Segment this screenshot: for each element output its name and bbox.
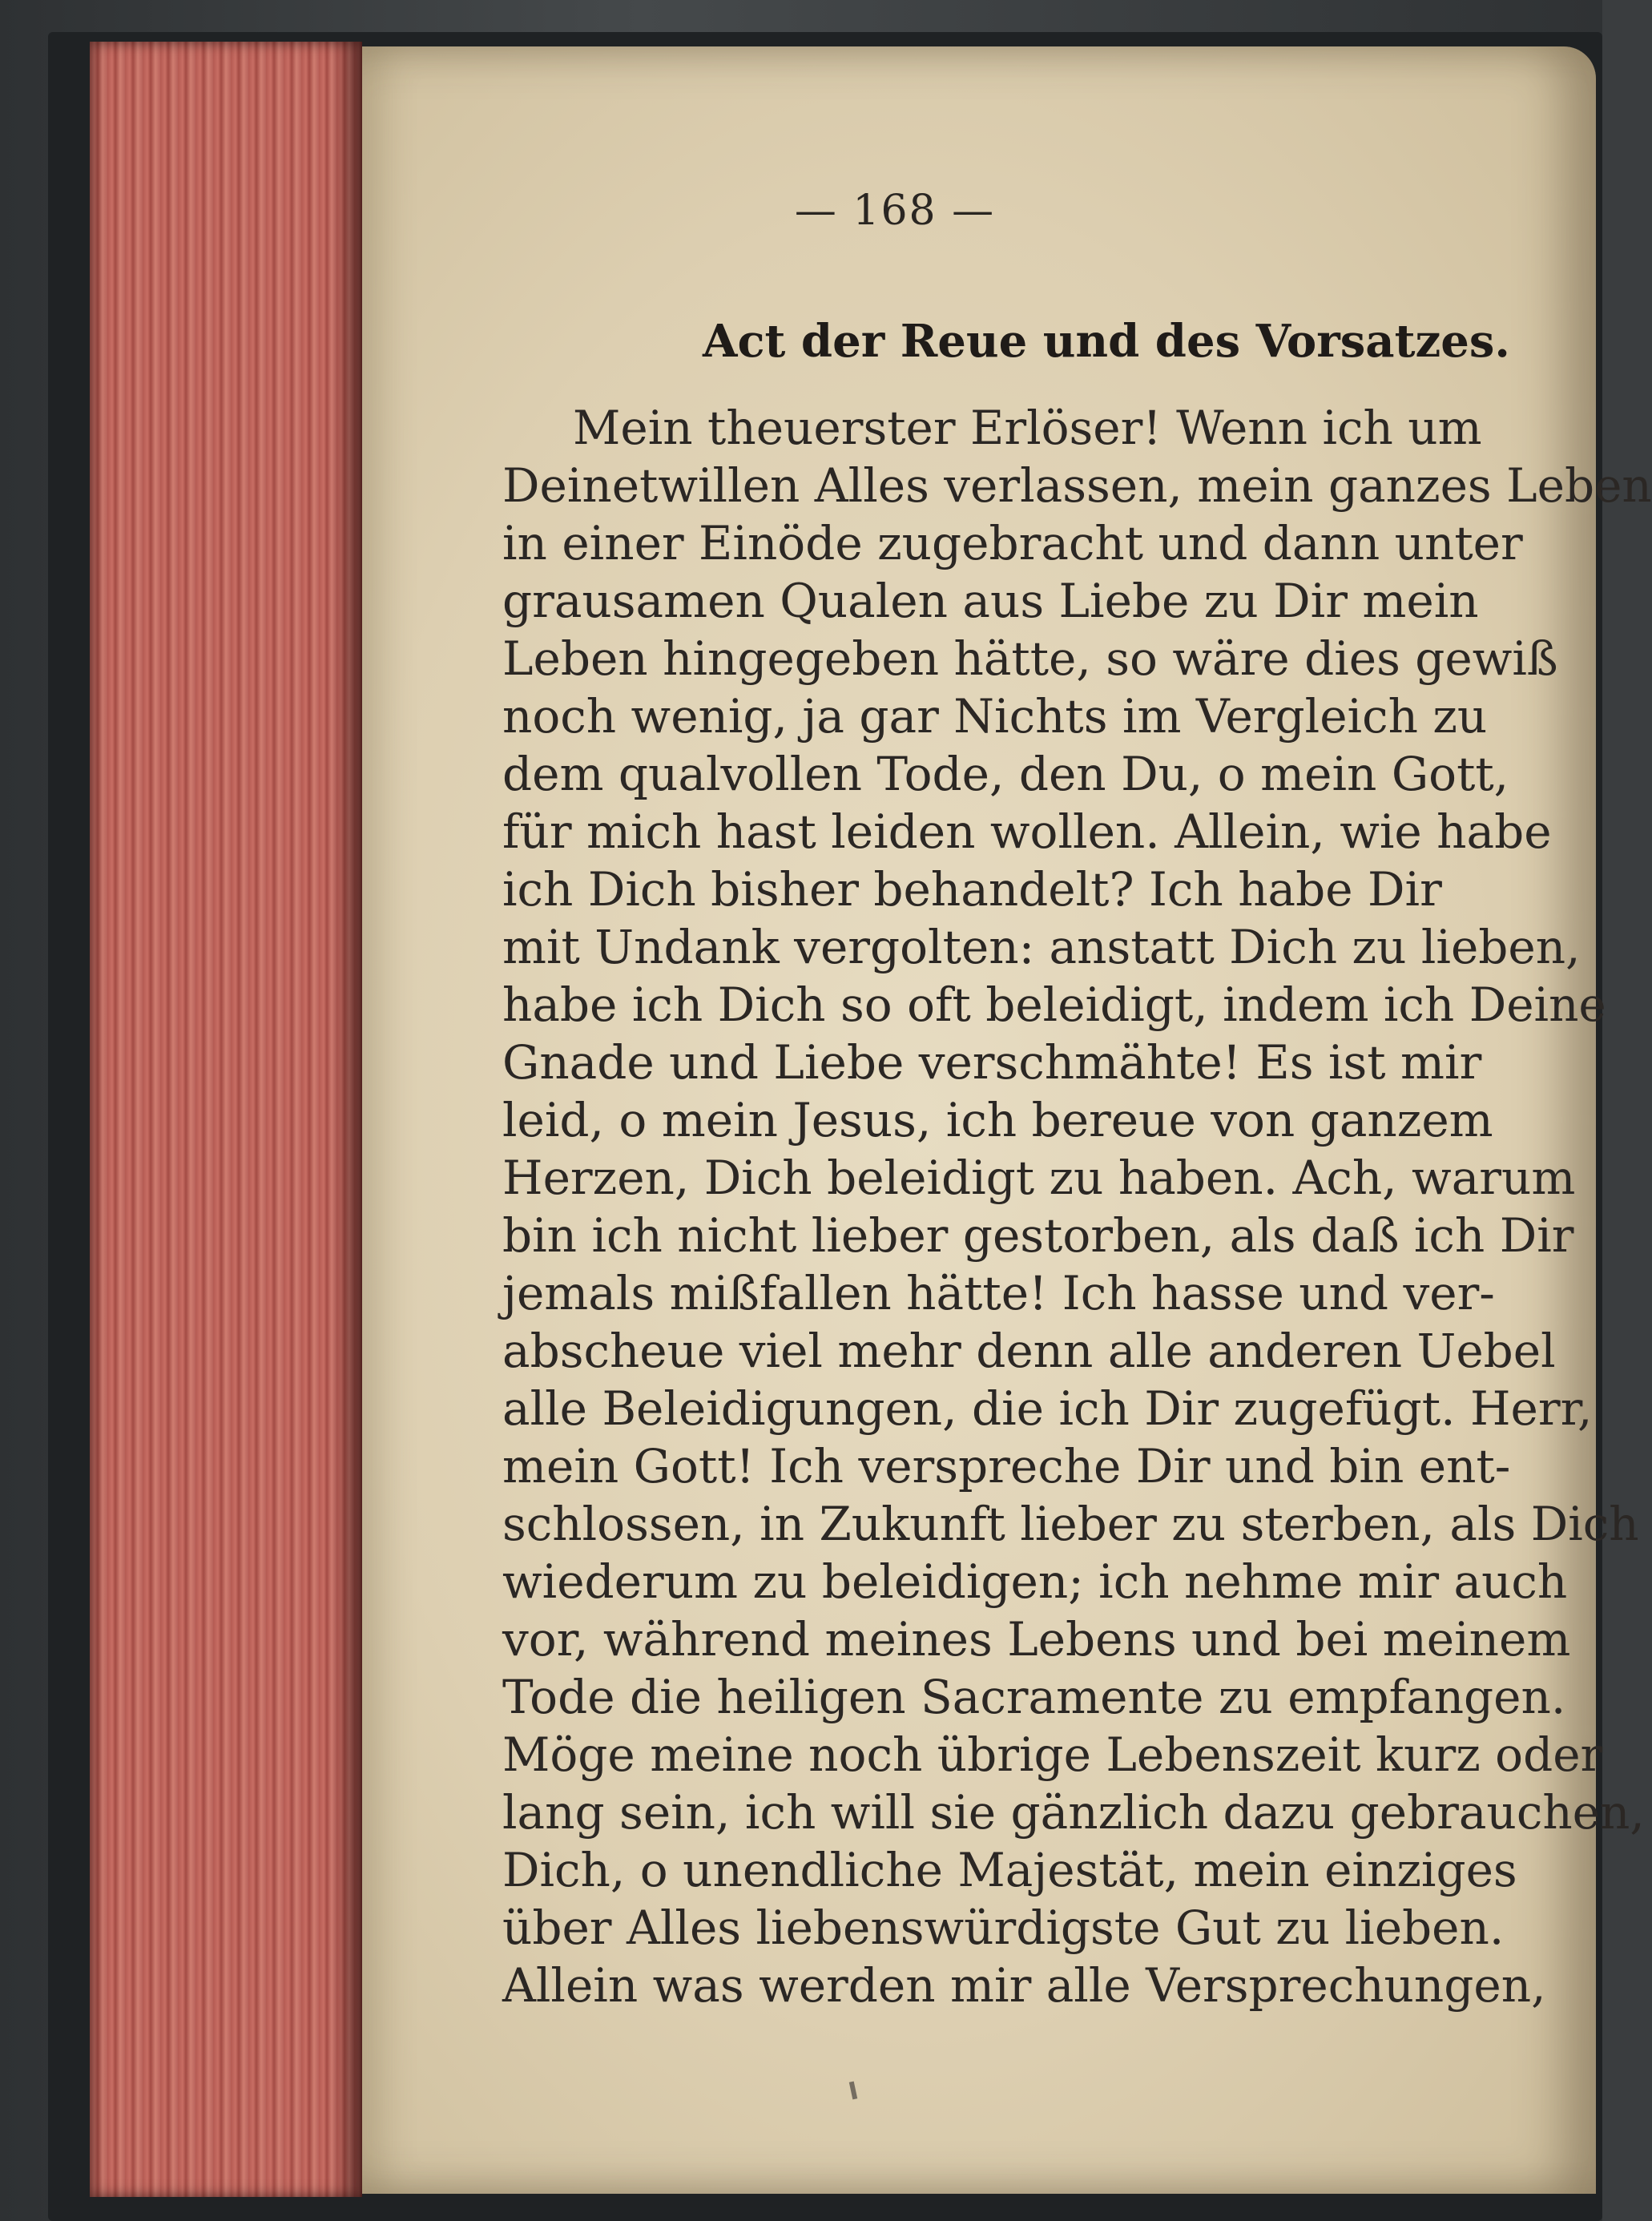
text-line: Gnade und Liebe verschmähte! Es ist mir	[502, 1035, 1482, 1090]
text-line: wiederum zu beleidigen; ich nehme mir auch	[502, 1554, 1568, 1609]
text-line: vor, während meines Lebens und bei meinem	[502, 1612, 1571, 1667]
section-heading: Act der Reue und des Vorsatzes.	[703, 315, 1510, 368]
page-number: — 168 —	[794, 187, 996, 235]
body-text	[502, 399, 1652, 2014]
text-line: leid, o mein Jesus, ich bereue von ganzem	[502, 1093, 1493, 1147]
text-line: Leben hingegeben hätte, so wäre dies gewiß	[502, 631, 1558, 686]
ink-speck	[849, 2082, 857, 2100]
text-line: dem qualvollen Tode, den Du, o mein Gott,	[502, 747, 1509, 801]
text-line: noch wenig, ja gar Nichts im Vergleich zu	[502, 689, 1488, 744]
text-line: schlossen, in Zukunft lieber zu sterben, als Dich	[502, 1497, 1639, 1551]
text-line: Herzen, Dich beleidigt zu haben. Ach, warum	[502, 1151, 1576, 1205]
text-line: habe ich Dich so oft beleidigt, indem ich Deine	[502, 977, 1606, 1032]
text-line: Tode die heiligen Sacramente zu empfangen.	[502, 1670, 1566, 1724]
text-line: bin ich nicht lieber gestorben, als daß ich Dir	[502, 1208, 1574, 1263]
text-line: abscheue viel mehr denn alle anderen Uebel	[502, 1324, 1556, 1378]
text-line: lang sein, ich will sie gänzlich dazu gebrauchen,	[502, 1785, 1645, 1840]
text-line: mein Gott! Ich verspreche Dir und bin ent-	[502, 1439, 1511, 1493]
text-line: jemals mißfallen hätte! Ich hasse und ver-	[502, 1266, 1495, 1320]
text-line: Dich, o unendliche Majestät, mein einziges	[502, 1843, 1517, 1897]
book-page	[362, 46, 1652, 2194]
text-line: Mein theuerster Erlöser! Wenn ich um	[573, 401, 1482, 455]
text-line: grausamen Qualen aus Liebe zu Dir mein	[502, 574, 1479, 628]
text-line: ich Dich bisher behandelt? Ich habe Dir	[502, 862, 1442, 917]
text-line: Möge meine noch übrige Lebenszeit kurz oder	[502, 1727, 1603, 1782]
page-edges	[90, 42, 362, 2197]
text-line: Deinetwillen Alles verlassen, mein ganzes Leben	[502, 458, 1652, 513]
text-line: Allein was werden mir alle Versprechungen,	[502, 1958, 1546, 2013]
text-line: in einer Einöde zugebracht und dann unter	[502, 516, 1523, 570]
text-line: über Alles liebenswürdigste Gut zu lieben.	[502, 1901, 1505, 1955]
text-line: mit Undank vergolten: anstatt Dich zu lieben,	[502, 920, 1581, 974]
text-line: alle Beleidigungen, die ich Dir zugefügt. Herr,	[502, 1381, 1593, 1436]
text-line: für mich hast leiden wollen. Allein, wie habe	[502, 804, 1552, 859]
